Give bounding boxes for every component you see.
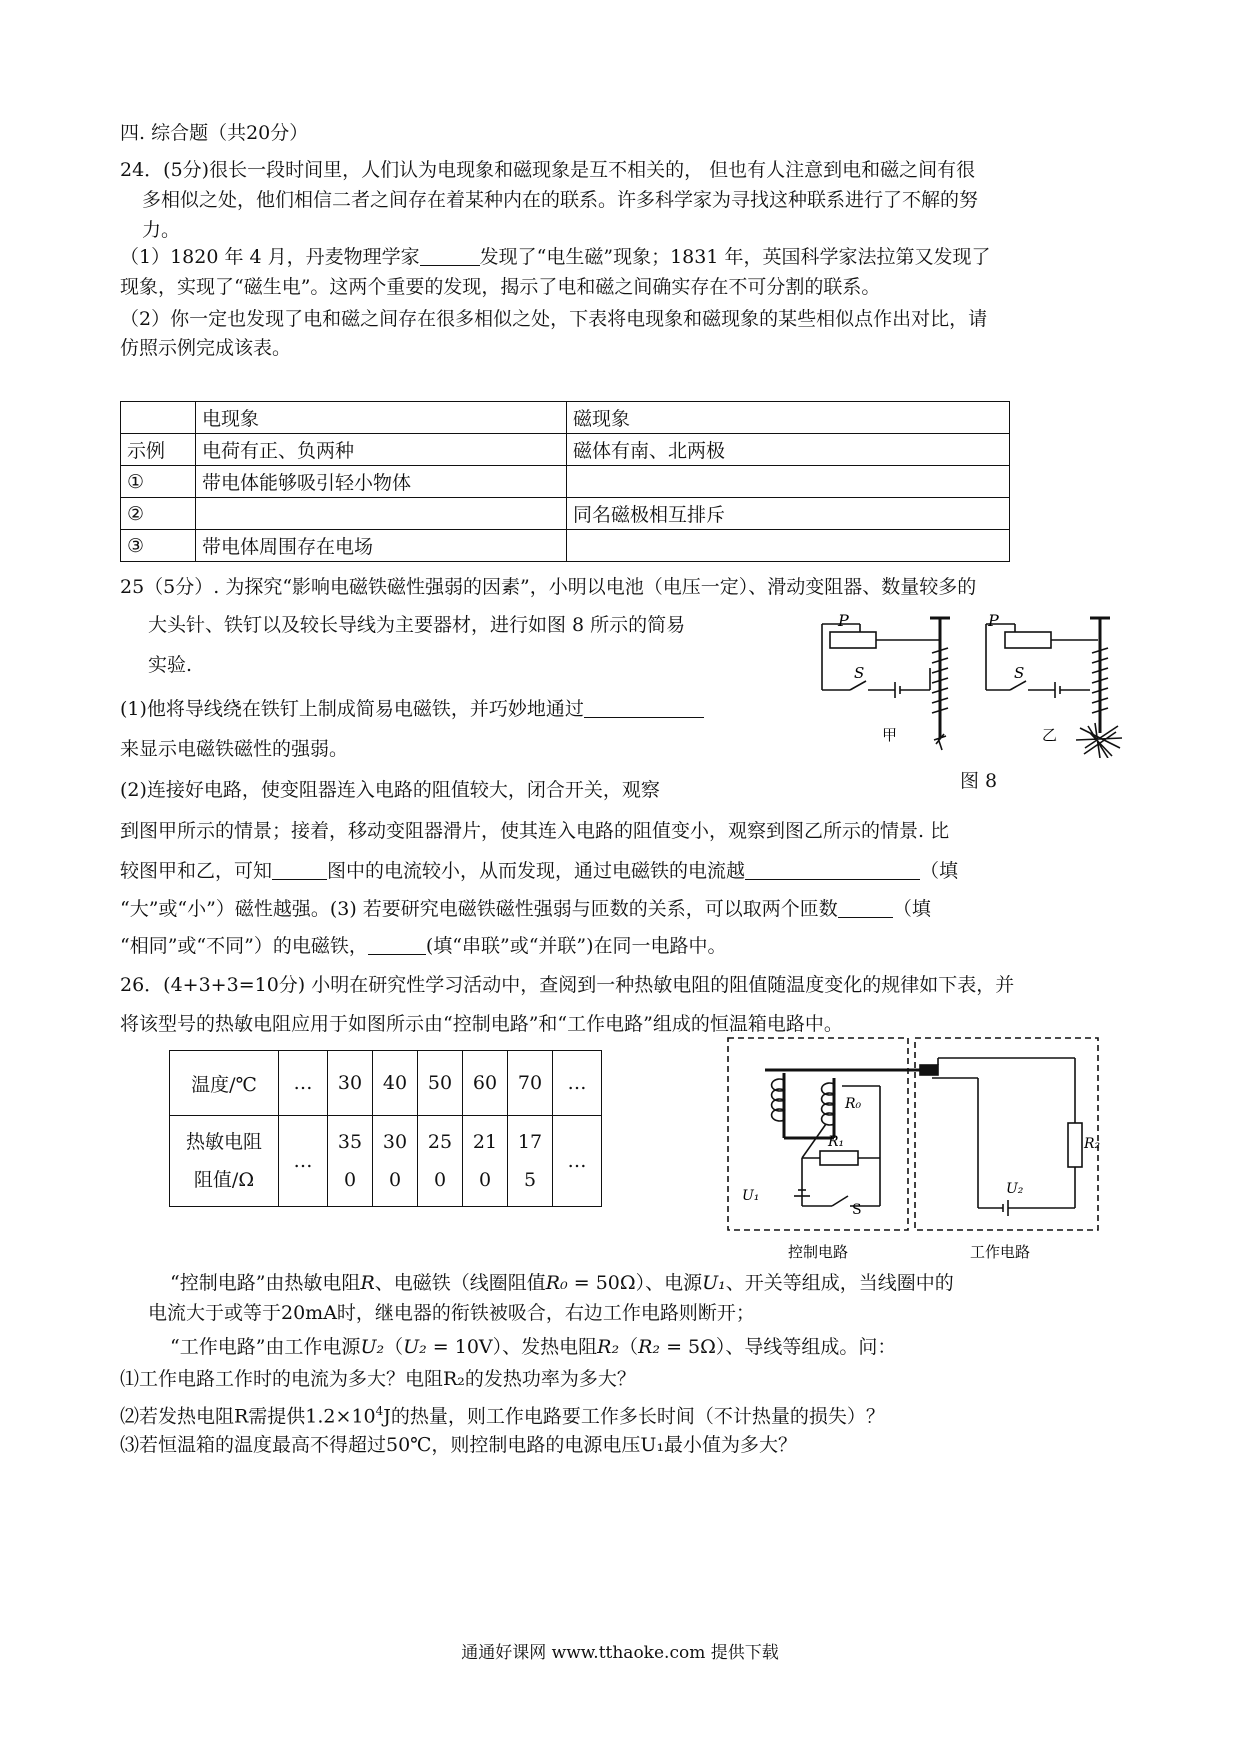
text: 、开关等组成，当线圈中的 bbox=[725, 1272, 954, 1294]
switch-icon bbox=[850, 681, 866, 690]
q24-part1 bbox=[120, 244, 990, 270]
text: 0 bbox=[388, 1169, 402, 1191]
q25-part1-line2: 来显示电磁铁磁性的强弱。 bbox=[120, 738, 349, 760]
table-row bbox=[121, 434, 1010, 466]
q24-part2: （2）你一定也发现了电和磁之间存在很多相似之处，下表将电现象和磁现象的某些相似点作出对比，请 bbox=[120, 308, 988, 330]
table-cell: … bbox=[279, 1116, 328, 1207]
q24-part1-line2: 现象，实现了“磁生电”。这两个重要的发现，揭示了电和磁之间确实存在不可分割的联系。 bbox=[120, 276, 881, 298]
text: 30 bbox=[382, 1131, 408, 1153]
table-cell bbox=[121, 402, 196, 434]
text: 17 bbox=[517, 1131, 543, 1153]
table-row bbox=[121, 402, 1010, 434]
resistor-r2-icon bbox=[1068, 1123, 1082, 1167]
text: 25 bbox=[427, 1131, 453, 1153]
table-row bbox=[121, 530, 1010, 562]
label-s: S bbox=[1014, 664, 1025, 682]
answer-blank[interactable] bbox=[745, 859, 920, 880]
text: 21 bbox=[472, 1131, 498, 1153]
text: “相同”或“不同”）的电磁铁， bbox=[120, 935, 368, 957]
answer-blank[interactable] bbox=[420, 245, 480, 266]
q25-line: 25（5分）. 为探究“影响电磁铁磁性强弱的因素”，小明以电池（电压一定）、滑动变阻器、数量较多的 bbox=[120, 576, 977, 598]
text: = 50Ω）、电源 bbox=[567, 1272, 703, 1294]
table-row bbox=[121, 466, 1010, 498]
text: （填 bbox=[892, 898, 931, 920]
q26-question: ⑶若恒温箱的温度最高不得超过50℃，则控制电路的电源电压U₁最小值为多大？ bbox=[120, 1434, 798, 1456]
label-r1: R₁ bbox=[828, 1134, 845, 1150]
text: 35 bbox=[337, 1131, 363, 1153]
label-s: S bbox=[852, 1202, 862, 1218]
table-cell: 带电体能够吸引轻小物体 bbox=[196, 466, 567, 498]
answer-cell[interactable] bbox=[567, 466, 1010, 498]
comparison-table bbox=[120, 401, 1010, 562]
text: 图中的电流较小，从而发现，通过电磁铁的电流越 bbox=[327, 860, 746, 882]
q26-desc bbox=[120, 1270, 954, 1296]
table-cell: … bbox=[553, 1116, 602, 1207]
symbol: U₂ bbox=[403, 1336, 427, 1358]
label-yi: 乙 bbox=[1042, 726, 1058, 744]
text: （填 bbox=[920, 860, 959, 882]
table-cell: 磁体有南、北两极 bbox=[567, 434, 1010, 466]
label-p: P bbox=[988, 611, 999, 630]
coil-icon bbox=[772, 1079, 784, 1121]
text: J的热量，则工作电路要工作多长时间（不计热量的损失）？ bbox=[383, 1405, 885, 1428]
text: = 10V）、发热电阻 bbox=[426, 1336, 598, 1358]
text: 0 bbox=[433, 1169, 447, 1191]
q26-question bbox=[120, 1398, 885, 1429]
q25-part2 bbox=[120, 858, 958, 884]
text: (填“串联”或“并联”)在同一电路中。 bbox=[425, 935, 727, 957]
table-cell bbox=[328, 1116, 373, 1207]
table-cell: 带电体周围存在电场 bbox=[196, 530, 567, 562]
text: 阻值/Ω bbox=[193, 1169, 255, 1191]
text: 5 bbox=[523, 1169, 537, 1191]
q24-line: 多相似之处，他们相信二者之间存在着某种内在的联系。许多科学家为寻找这种联系进行了不解的努 bbox=[142, 189, 979, 211]
text: （1）1820 年 4 月，丹麦物理学家 bbox=[120, 246, 420, 268]
rheostat-icon bbox=[1005, 632, 1051, 648]
table-cell bbox=[418, 1116, 463, 1207]
table-row bbox=[170, 1051, 602, 1116]
text: (1)他将导线绕在铁钉上制成简易电磁铁，并巧妙地通过 bbox=[120, 698, 584, 720]
q25-part2 bbox=[120, 896, 931, 922]
q26-desc bbox=[120, 1334, 896, 1360]
switch-icon bbox=[1010, 681, 1026, 690]
text: 、电磁铁（线圈阻值 bbox=[374, 1272, 546, 1294]
table-row bbox=[170, 1116, 602, 1207]
symbol: R₂ bbox=[638, 1336, 661, 1358]
table-cell: 40 bbox=[373, 1051, 418, 1116]
q25-part2: (2)连接好电路，使变阻器连入电路的阻值较大，闭合开关，观察 bbox=[120, 779, 660, 801]
control-circuit-label: 控制电路 bbox=[788, 1243, 849, 1261]
text: 0 bbox=[478, 1169, 492, 1191]
table-cell bbox=[508, 1116, 553, 1207]
rheostat-icon bbox=[830, 632, 876, 648]
section-heading: 四. 综合题（共20分） bbox=[120, 122, 309, 144]
label-s: S bbox=[854, 664, 865, 682]
text: 0 bbox=[343, 1169, 357, 1191]
resistor-r1-icon bbox=[820, 1151, 858, 1165]
thermostat-circuit-diagram bbox=[720, 1028, 1120, 1263]
table-cell bbox=[463, 1116, 508, 1207]
table-cell: 同名磁极相互排斥 bbox=[567, 498, 1010, 530]
text: “工作电路”由工作电源 bbox=[170, 1336, 361, 1358]
text: （ bbox=[619, 1336, 639, 1358]
symbol: U₁ bbox=[702, 1272, 726, 1294]
table-cell: 电现象 bbox=[196, 402, 567, 434]
table-cell: 电荷有正、负两种 bbox=[196, 434, 567, 466]
figure-caption: 图 8 bbox=[960, 770, 998, 792]
q25-line: 大头针、铁钉以及较长导线为主要器材，进行如图 8 所示的简易 bbox=[148, 614, 686, 636]
symbol: R₂ bbox=[597, 1336, 620, 1358]
text: （ bbox=[384, 1336, 404, 1358]
footer: 通通好课网 www.tthaoke.com 提供下载 bbox=[461, 1643, 779, 1663]
text: “大”或“小”）磁性越强。(3) 若要研究电磁铁磁性强弱与匝数的关系，可以取两个匝数 bbox=[120, 898, 838, 920]
text: 发现了“电生磁”现象；1831 年，英国科学家法拉第又发现了 bbox=[479, 246, 991, 268]
label-u1: U₁ bbox=[742, 1188, 760, 1204]
text: ⑵若发热电阻R需提供1.2×10 bbox=[120, 1405, 376, 1428]
q25-part3 bbox=[120, 933, 727, 959]
table-cell bbox=[373, 1116, 418, 1207]
text: 较图甲和乙，可知 bbox=[120, 860, 273, 882]
label-u2: U₂ bbox=[1006, 1181, 1024, 1197]
label-r0: R₀ bbox=[845, 1096, 862, 1112]
label-jia: 甲 bbox=[882, 726, 898, 744]
exponent: 4 bbox=[375, 1404, 384, 1418]
thermistor-table bbox=[169, 1050, 602, 1207]
q26-line: 26．(4+3+3=10分) 小明在研究性学习活动中，查阅到一种热敏电阻的阻值随温度变化的规律如下表，并 bbox=[120, 974, 1015, 996]
table-cell: 30 bbox=[328, 1051, 373, 1116]
table-row bbox=[121, 498, 1010, 530]
table-cell: … bbox=[553, 1051, 602, 1116]
coil-icon bbox=[822, 1083, 834, 1125]
table-cell: 磁现象 bbox=[567, 402, 1010, 434]
q25-part1 bbox=[120, 696, 704, 722]
q25-line: 实验. bbox=[148, 654, 193, 676]
answer-blank[interactable] bbox=[272, 859, 327, 880]
table-cell: ① bbox=[121, 466, 196, 498]
q26-question: ⑴工作电路工作时的电流为多大？电阻R₂的发热功率为多大？ bbox=[120, 1368, 636, 1390]
label-r2: R₂ bbox=[1084, 1136, 1101, 1152]
table-cell: ③ bbox=[121, 530, 196, 562]
symbol: R₀ bbox=[545, 1272, 568, 1294]
q25-part2: 到图甲所示的情景；接着，移动变阻器滑片，使其连入电路的阻值变小，观察到图乙所示的情景. 比 bbox=[120, 820, 950, 842]
text: = 5Ω）、导线等组成。问： bbox=[660, 1336, 897, 1358]
q24-line: 力。 bbox=[142, 219, 181, 241]
work-circuit-label: 工作电路 bbox=[970, 1243, 1031, 1261]
answer-cell[interactable] bbox=[196, 498, 567, 530]
answer-blank[interactable] bbox=[838, 897, 893, 918]
symbol: R bbox=[360, 1272, 375, 1294]
table-cell: 60 bbox=[463, 1051, 508, 1116]
symbol: U₂ bbox=[360, 1336, 385, 1358]
figure-8-diagram bbox=[800, 608, 1170, 758]
q26-line: 将该型号的热敏电阻应用于如图所示由“控制电路”和“工作电路”组成的恒温箱电路中。 bbox=[120, 1013, 843, 1035]
switch-icon bbox=[832, 1196, 848, 1206]
q26-desc: 电流大于或等于20mA时，继电器的衔铁被吸合，右边工作电路则断开； bbox=[148, 1302, 755, 1324]
work-circuit-box bbox=[915, 1038, 1098, 1230]
table-cell: 温度/℃ bbox=[170, 1051, 279, 1116]
table-cell: 示例 bbox=[121, 434, 196, 466]
answer-blank[interactable] bbox=[584, 697, 704, 718]
answer-cell[interactable] bbox=[567, 530, 1010, 562]
label-p: P bbox=[838, 611, 849, 630]
table-cell: 70 bbox=[508, 1051, 553, 1116]
text: 热敏电阻 bbox=[185, 1131, 262, 1153]
q24-line: 24．(5分)很长一段时间里，人们认为电现象和磁现象是互不相关的， 但也有人注意到电和磁之间有很 bbox=[120, 159, 976, 181]
table-cell: ② bbox=[121, 498, 196, 530]
answer-blank[interactable] bbox=[368, 934, 426, 955]
table-cell: 50 bbox=[418, 1051, 463, 1116]
table-cell bbox=[170, 1116, 279, 1207]
q24-part2: 仿照示例完成该表。 bbox=[120, 337, 292, 359]
table-cell: … bbox=[279, 1051, 328, 1116]
text: “控制电路”由热敏电阻 bbox=[170, 1272, 361, 1294]
